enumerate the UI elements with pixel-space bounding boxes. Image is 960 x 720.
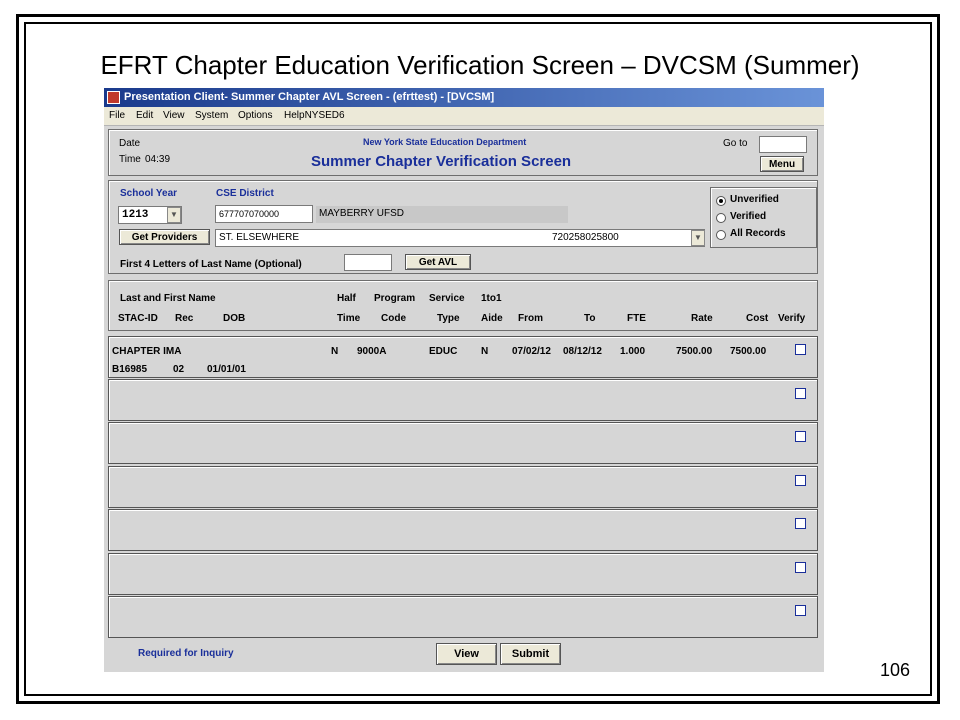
provider-dropdown-icon[interactable]: ▼ [691, 230, 705, 246]
col-from-header: From [518, 313, 543, 324]
submit-button[interactable]: Submit [500, 643, 561, 665]
radio-verified-label: Verified [730, 211, 767, 222]
goto-input[interactable] [759, 136, 807, 153]
menu-bar [104, 107, 824, 126]
col-verify-header: Verify [778, 313, 806, 324]
col-code-header: Code [381, 313, 406, 324]
radio-unverified[interactable] [716, 196, 726, 206]
row-rec: 02 [173, 364, 185, 375]
provider-name: ST. ELSEWHERE [219, 232, 300, 243]
app-icon [107, 91, 120, 104]
row-type: EDUC [429, 346, 458, 357]
row-verify-checkbox[interactable] [795, 475, 806, 486]
row-code: 9000A [357, 346, 387, 357]
last-name-input[interactable] [344, 254, 392, 271]
col-rate-header: Rate [691, 313, 713, 324]
last-name-label: First 4 Letters of Last Name (Optional) [120, 259, 302, 270]
table-row [108, 596, 818, 638]
col-cost-header: Cost [746, 313, 769, 324]
row-verify-checkbox[interactable] [795, 605, 806, 616]
col-fte-header: FTE [627, 313, 646, 324]
col-time-header: Time [337, 313, 361, 324]
row-rate: 7500.00 [676, 346, 713, 357]
page-number: 106 [879, 660, 910, 680]
radio-unverified-label: Unverified [730, 194, 779, 205]
row-verify-checkbox[interactable] [795, 344, 806, 355]
view-button[interactable]: View [436, 643, 497, 665]
record-filter-group [710, 187, 817, 248]
menu-help[interactable]: HelpNYSED6 [284, 110, 345, 121]
filter-panel [108, 180, 818, 274]
table-row [108, 422, 818, 464]
school-year-select[interactable]: 1213 [118, 206, 182, 224]
row-cost: 7500.00 [730, 346, 767, 357]
cse-code-input[interactable]: 677707070000 [215, 205, 313, 223]
col-program-header: Program [374, 293, 416, 304]
col-name-header: Last and First Name [120, 293, 216, 304]
col-to-header: To [584, 313, 596, 324]
menu-edit[interactable]: Edit [136, 110, 154, 121]
col-type-header: Type [437, 313, 460, 324]
screen-title: Summer Chapter Verification Screen [311, 153, 572, 170]
table-row [108, 379, 818, 421]
col-stac-header: STAC-ID [118, 313, 158, 324]
table-row [108, 466, 818, 508]
school-year-label: School Year [120, 188, 178, 199]
row-stac-id: B16985 [112, 364, 148, 375]
window-title: Presentation Client- Summer Chapter AVL Screen - (efrttest) - [DVCSM] [124, 91, 495, 103]
window-titlebar [104, 88, 824, 107]
app-window [104, 88, 824, 672]
radio-all-records[interactable] [716, 230, 726, 240]
time-value: 04:39 [145, 154, 171, 165]
goto-label: Go to [723, 138, 748, 149]
table-row [108, 336, 818, 378]
menu-file[interactable]: File [109, 110, 126, 121]
row-verify-checkbox[interactable] [795, 518, 806, 529]
menu-button[interactable]: Menu [760, 156, 804, 172]
col-half-header: Half [337, 293, 356, 304]
row-from: 07/02/12 [512, 346, 551, 357]
col-aide-header: Aide [481, 313, 503, 324]
radio-verified[interactable] [716, 213, 726, 223]
column-header-panel [108, 280, 818, 331]
row-verify-checkbox[interactable] [795, 431, 806, 442]
menu-view[interactable]: View [163, 110, 185, 121]
col-1to1-header: 1to1 [481, 293, 502, 304]
menu-system[interactable]: System [195, 110, 229, 121]
time-label: Time [119, 154, 141, 165]
school-year-dropdown-icon[interactable]: ▼ [167, 207, 181, 223]
row-verify-checkbox[interactable] [795, 562, 806, 573]
cse-district-label: CSE District [216, 188, 274, 199]
slide-title: EFRT Chapter Education Verification Screen – DVCSM (Summer) [100, 50, 860, 80]
table-row [108, 509, 818, 551]
row-to: 08/12/12 [563, 346, 602, 357]
get-avl-button[interactable]: Get AVL [405, 254, 471, 270]
header-panel [108, 129, 818, 176]
provider-code: 720258025800 [552, 232, 619, 243]
col-dob-header: DOB [223, 313, 246, 324]
agency-name: New York State Education Department [363, 137, 527, 147]
menu-options[interactable]: Options [238, 110, 273, 121]
cse-name-display: MAYBERRY UFSD [316, 206, 568, 223]
get-providers-button[interactable]: Get Providers [119, 229, 210, 245]
row-aide: N [481, 346, 489, 357]
required-inquiry-note: Required for Inquiry [138, 648, 234, 659]
row-dob: 01/01/01 [207, 364, 246, 375]
table-row [108, 553, 818, 595]
row-verify-checkbox[interactable] [795, 388, 806, 399]
row-name: CHAPTER IMA [112, 346, 182, 357]
col-rec-header: Rec [175, 313, 194, 324]
radio-all-records-label: All Records [730, 228, 786, 239]
row-fte: 1.000 [620, 346, 646, 357]
col-service-header: Service [429, 293, 465, 304]
row-half: N [331, 346, 339, 357]
date-label: Date [119, 138, 141, 149]
